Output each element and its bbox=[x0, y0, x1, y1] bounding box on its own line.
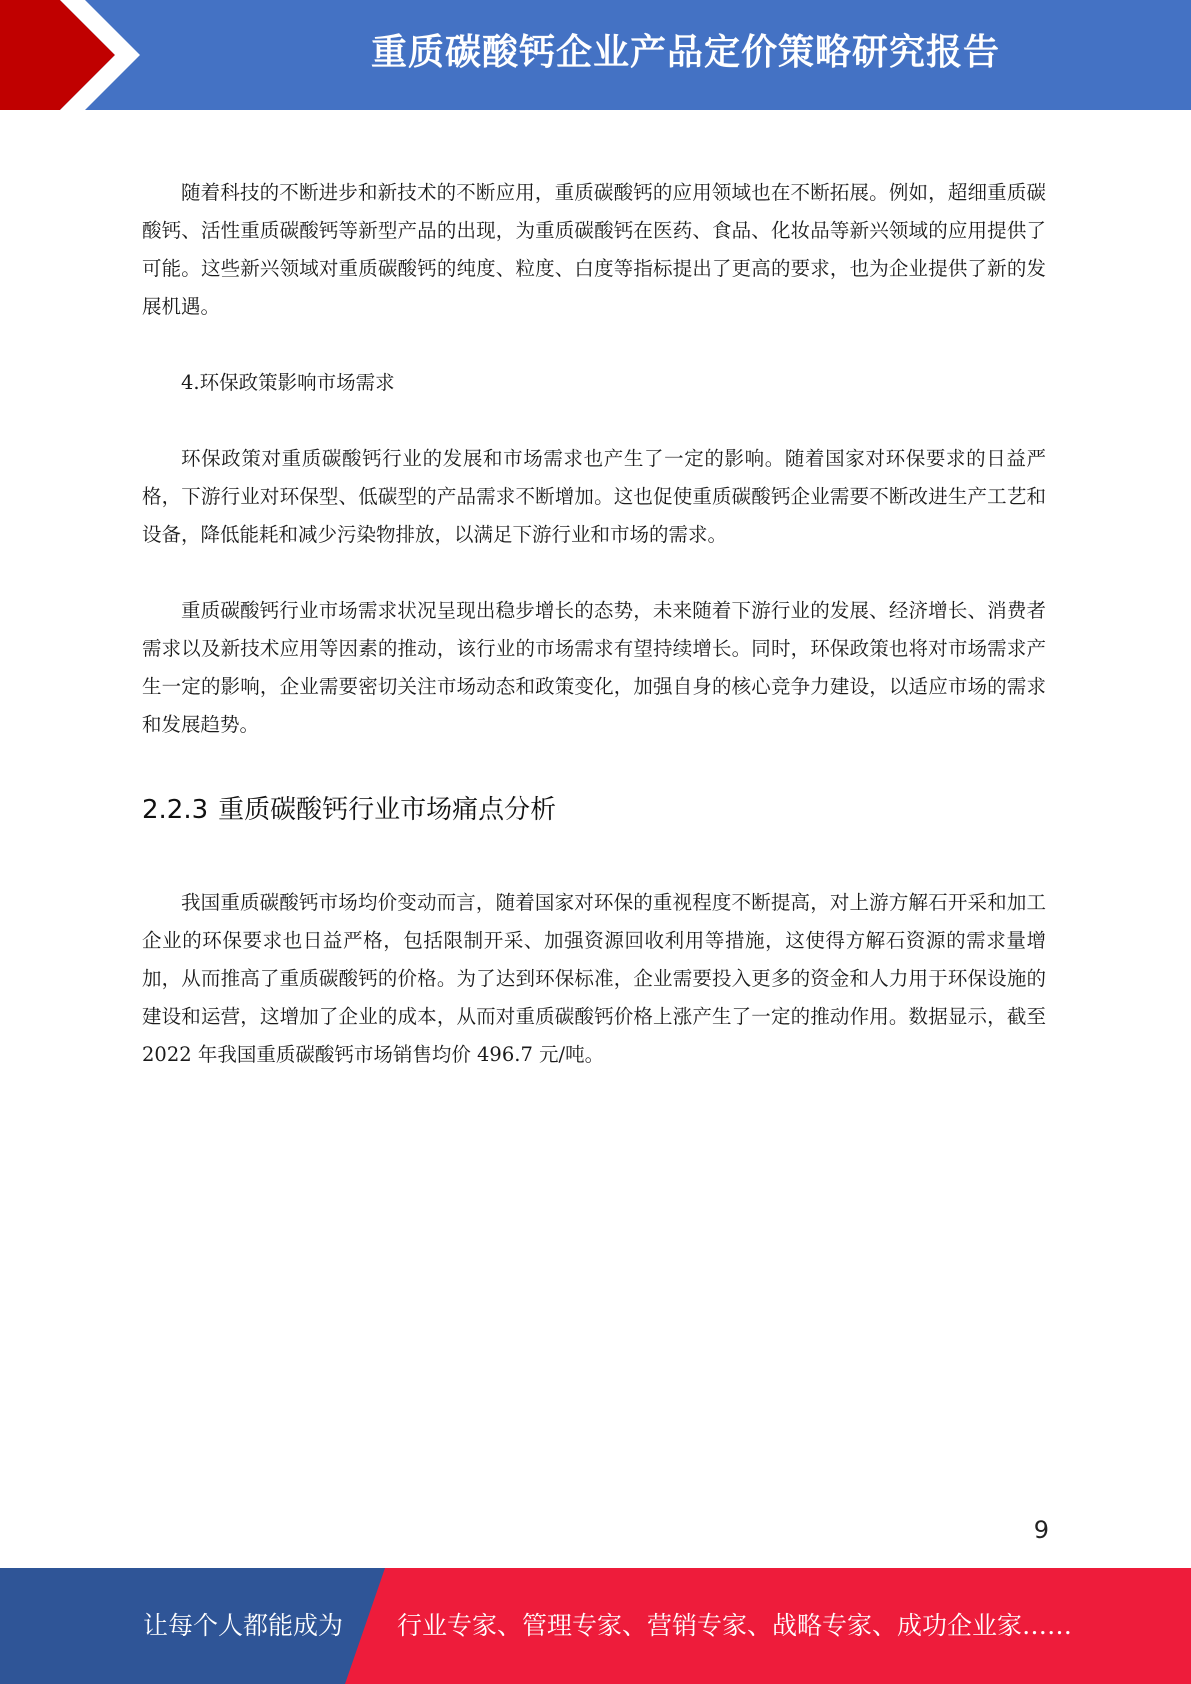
paragraph-tech-progress: 随着科技的不断进步和新技术的不断应用，重质碳酸钙的应用领域也在不断拓展。例如，超细重质碳酸钙、活性重质碳酸钙等新型产品的出现，为重质碳酸钙在医药、食品、化妆品等新兴领域的应用提供了可能。这些新兴领域对重质碳酸钙的纯度、粒度、白度等指标提出了更高的要求，也为企业提供了新的发展机遇。 bbox=[142, 181, 1046, 318]
header-banner bbox=[0, 0, 1191, 110]
section-heading bbox=[142, 790, 1046, 830]
section-title: 重质碳酸钙行业市场痛点分析 bbox=[218, 795, 557, 825]
paragraph-demand-outlook: 重质碳酸钙行业市场需求状况呈现出稳步增长的态势，未来随着下游行业的发展、经济增长、消费者需求以及新技术应用等因素的推动，该行业的市场需求有望持续增长。同时，环保政策也将对市场需求产生一定的影响，企业需要密切关注市场动态和政策变化，加强自身的核心竞争力建设，以适应市场的需求和发展趋势。 bbox=[142, 599, 1046, 736]
header-chevron-decoration bbox=[0, 0, 160, 110]
footer-slogan-left: 让每个人都能成为 bbox=[143, 1611, 344, 1640]
subheading-environmental-policy: 4.环保政策影响市场需求 bbox=[181, 371, 395, 394]
paragraph-price-analysis: 我国重质碳酸钙市场均价变动而言，随着国家对环保的重视程度不断提高，对上游方解石开采和加工企业的环保要求也日益严格，包括限制开采、加强资源回收利用等措施，这使得方解石资源的需求量增加，从而推高了重质碳酸钙的价格。为了达到环保标准，企业需要投入更多的资金和人力用于环保设施的建设和运营，这增加了企业的成本，从而对重质碳酸钙价格上涨产生了一定的推动作用。数据显示，截至 2022 年我国重质碳酸钙市场销售均价 496.7 元/吨。 bbox=[142, 891, 1046, 1066]
footer-slogan-right: 行业专家、管理专家、营销专家、战略专家、成功企业家…… bbox=[397, 1611, 1073, 1640]
footer-banner bbox=[0, 1568, 1191, 1684]
section-number: 2.2.3 bbox=[142, 795, 209, 825]
paragraph-environmental-policy: 环保政策对重质碳酸钙行业的发展和市场需求也产生了一定的影响。随着国家对环保要求的日益严格，下游行业对环保型、低碳型的产品需求不断增加。这也促使重质碳酸钙企业需要不断改进生产工艺和设备，降低能耗和减少污染物排放，以满足下游行业和市场的需求。 bbox=[142, 447, 1046, 546]
report-title: 重质碳酸钙企业产品定价策略研究报告 bbox=[370, 32, 1000, 73]
page-number: 9 bbox=[1033, 1516, 1049, 1544]
document-body bbox=[142, 174, 1046, 1074]
